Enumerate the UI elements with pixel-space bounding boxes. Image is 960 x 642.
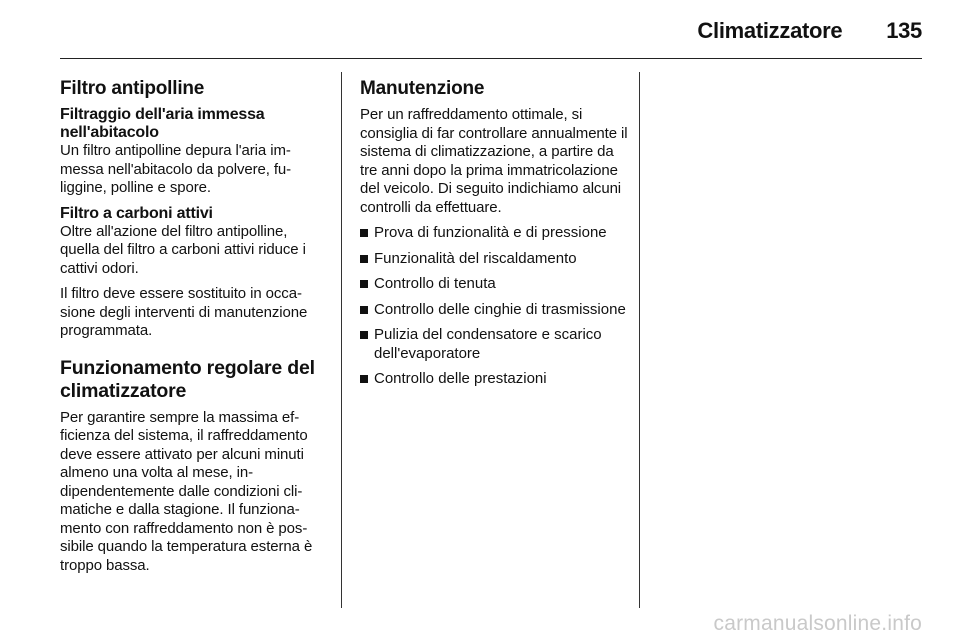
square-bullet-icon	[360, 375, 368, 383]
subheading-carboni-attivi: Filtro a carboni attivi	[60, 204, 213, 222]
list-item: Prova di funzionalità e di pressione	[360, 224, 628, 243]
square-bullet-icon	[360, 306, 368, 314]
column-left	[60, 78, 328, 582]
paragraph-carboni-2: Il filtro deve essere sostituito in occasione degli interventi di manutenzione programmata.	[60, 285, 308, 339]
square-bullet-icon	[360, 280, 368, 288]
list-item: Controllo delle prestazioni	[360, 370, 628, 389]
heading-filtro-antipolline: Filtro antipolline	[60, 78, 205, 99]
watermark-text: carmanualsonline.info	[713, 612, 922, 635]
list-item: Controllo di tenuta	[360, 275, 628, 294]
paragraph-carboni-1: Oltre all'azione del filtro antipolline, quella del filtro a carboni attivi riduce i cattivi odori.	[60, 222, 306, 277]
paragraph-manutenzione: Per un raffreddamento ottimale, si consiglia di far controllare annualmente il sistema di climatizzazione, a partire da tre anni dopo la prima immatricolazione del veicolo. Di seguito indichiamo alcuni controlli da effettuare.	[360, 106, 628, 216]
paragraph-filtraggio: Un filtro antipolline depura l'aria immessa nell'abitacolo da polvere, fuliggine, polline e spore.	[60, 142, 292, 196]
column-divider-1	[341, 72, 342, 608]
list-item: Pulizia del condensatore e scarico dell'evaporatore	[360, 326, 628, 363]
column-middle	[360, 78, 628, 396]
page-header	[697, 18, 922, 44]
list-item: Controllo delle cinghie di trasmissione	[360, 301, 628, 320]
page-number: 135	[886, 18, 922, 43]
section-title: Climatizzatore	[697, 18, 843, 43]
square-bullet-icon	[360, 331, 368, 339]
square-bullet-icon	[360, 255, 368, 263]
paragraph-funzionamento: Per garantire sempre la massima efficienza del sistema, il raffreddamento deve essere attivato per alcuni minuti almeno una volta al mese, indipendentemente dalle condizioni climatiche e dalla stagione. Il funzionamento con raffreddamento non è possibile quando la temperatura esterna è troppo bassa.	[60, 408, 313, 574]
subheading-filtraggio: Filtraggio dell'aria immessa nell'abitacolo	[60, 106, 265, 141]
maintenance-list	[360, 224, 628, 389]
heading-funzionamento: Funzionamento regolare del climatizzatore	[60, 356, 315, 402]
heading-manutenzione: Manutenzione	[360, 78, 485, 99]
column-divider-2	[639, 72, 640, 608]
list-item: Funzionalità del riscaldamento	[360, 250, 628, 269]
square-bullet-icon	[360, 229, 368, 237]
header-divider	[60, 58, 922, 59]
